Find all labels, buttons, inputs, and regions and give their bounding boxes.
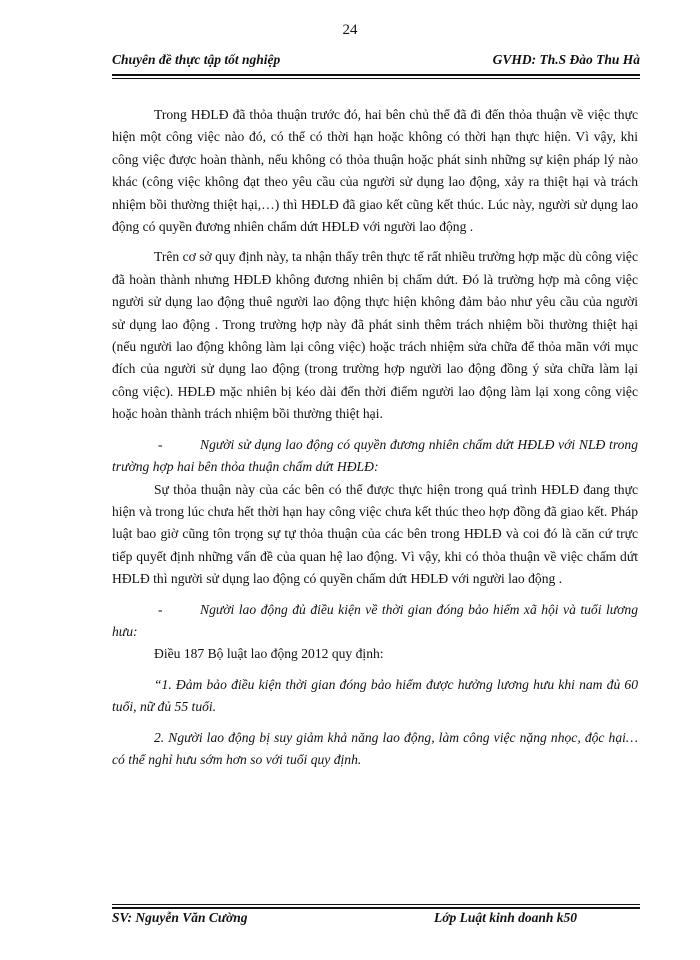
footer-student-name: SV: Nguyễn Văn Cường — [112, 910, 248, 925]
quote-item-2: 2. Người lao động bị suy giảm khả năng lao động, làm công việc nặng nhọc, độc hại… có thể nghỉ hưu sớm hơn so với tuổi quy định. — [112, 729, 638, 767]
paragraph-1: Trong HĐLĐ đã thỏa thuận trước đó, hai bên chủ thể đã đi đến thỏa thuận về việc thực hiện một công việc nào đó, có thể có thời hạn hoặc không có thời hạn thực hiện. Vì vậy, khi công việc được hoàn thành, nếu không có thỏa thuận hoặc phát sinh những sự kiện pháp lý nào khác (công việc không đạt theo yêu cầu của người sử dụng lao động, xảy ra thiệt hại và trách nhiệm bồi thường thiệt hại,…) thì HĐLĐ đã giao kết cũng kết thúc. Lúc này, người sử dụng lao động có quyền đương nhiên chấm dứt HĐLĐ với người lao động . — [112, 107, 638, 235]
paragraph-4: Điều 187 Bộ luật lao động 2012 quy định: — [154, 646, 384, 662]
header-document-title: Chuyên đề thực tập tốt nghiệp — [112, 52, 281, 67]
footer-rule-thin — [112, 904, 640, 905]
page-body — [112, 104, 638, 771]
header-rule-thick — [112, 74, 640, 76]
paragraph-2: Trên cơ sở quy định này, ta nhận thấy trên thực tế rất nhiều trường hợp mặc dù công việc đã hoàn thành nhưng HĐLĐ không đương nhiên bị chấm dứt. Đó là trường hợp mà công việc người sử dụng lao động thuê người lao động thực hiện không đảm bảo như yêu cầu của người sử dụng lao động . Trong trường hợp này đã phát sinh thêm trách nhiệm bồi thường thiệt hại (nếu người lao động không làm lại công việc) hoặc trách nhiệm sửa chữa để thỏa mãn với mục đích của người sử dụng lao động (trong trường hợp người lao động đồng ý sửa chữa làm lại công việc). HĐLĐ mặc nhiên bị kéo dài đến thời điểm người lao động làm lại xong công việc hoặc hoàn thành trách nhiệm bồi thường thiệt hại. — [112, 249, 638, 422]
bullet-text-1: Người sử dụng lao động có quyền đương nhiên chấm dứt HĐLĐ với NLĐ trong trường hợp hai bên thỏa thuận chấm dứt HĐLĐ: — [112, 436, 638, 475]
bullet-dash-1: - — [158, 436, 163, 452]
page-header — [112, 52, 640, 72]
footer-rule-thick — [112, 907, 640, 909]
footer-class-name: Lớp Luật kinh doanh k50 — [434, 910, 578, 925]
page-footer — [112, 910, 640, 930]
bullet-text-2: Người lao động đủ điều kiện về thời gian đóng bảo hiểm xã hội và tuổi lương hưu: — [112, 601, 638, 639]
quote-item-1: “1. Đảm bảo điều kiện thời gian đóng bảo hiểm được hưởng lương hưu khi nam đủ 60 tuổi, nữ đủ 55 tuổi. — [112, 676, 638, 715]
header-rule-thin — [112, 78, 640, 79]
header-supervisor: GVHD: Th.S Đào Thu Hà — [492, 52, 640, 67]
bullet-item-2 — [112, 599, 638, 644]
paragraph-3: Sự thỏa thuận này của các bên có thể được thực hiện trong quá trình HĐLĐ đang thực hiện và trong lúc chưa hết thời hạn hay công việc chưa kết thúc theo hợp đồng đã giao kết. Pháp luật bao giờ cũng tôn trọng sự tự thỏa thuận của các bên trong HĐLĐ và coi đó là căn cứ trực tiếp quyết định những vấn đề của quan hệ lao động. Vì vậy, khi có thỏa thuận về việc chấm dứt HĐLĐ thì người sử dụng lao động có quyền chấm dứt HĐLĐ với người lao động . — [112, 481, 638, 587]
bullet-dash-2: - — [158, 601, 163, 617]
bullet-item-1 — [112, 434, 638, 479]
page-number: 24 — [342, 22, 358, 38]
